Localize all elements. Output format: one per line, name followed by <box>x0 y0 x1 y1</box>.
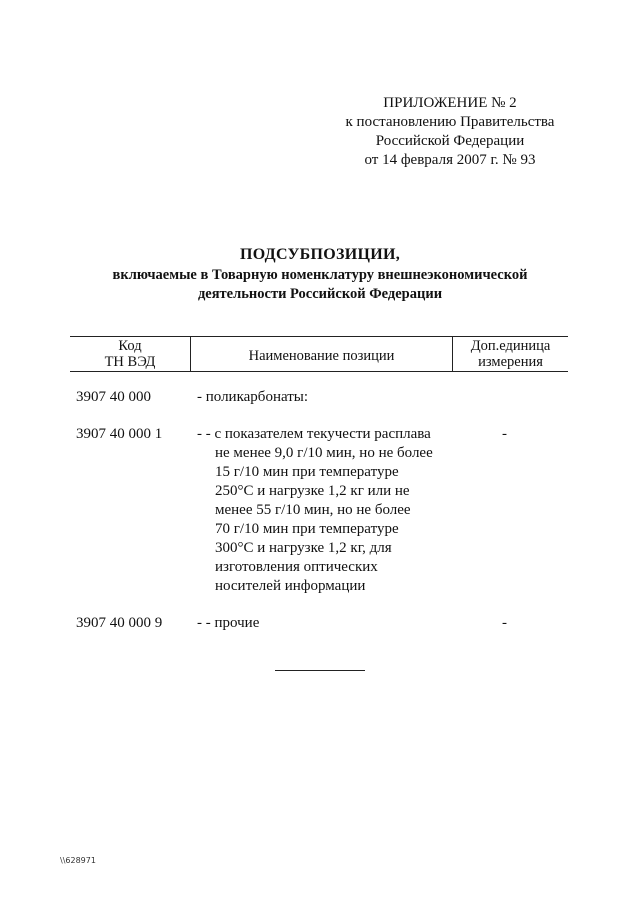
header-unit-label: измерения <box>478 354 543 370</box>
closing-rule-divider <box>275 670 365 671</box>
row-code: 3907 40 000 9 <box>76 615 163 631</box>
header-name-label: Наименование позиции <box>248 348 395 364</box>
row-name <box>197 614 437 633</box>
header-name-column <box>191 337 453 371</box>
header-unit-label: Доп.единица <box>470 338 551 354</box>
table-row <box>76 388 568 407</box>
table-body <box>76 388 568 651</box>
heading-subtitle-line: включаемые в Товарную номенклатуру внешнеэкономической <box>112 267 528 283</box>
row-code: 3907 40 000 1 <box>76 426 163 442</box>
row-unit: - <box>502 615 507 631</box>
heading-title: ПОДСУБПОЗИЦИИ, <box>239 246 401 263</box>
table-row <box>76 425 568 596</box>
table-row <box>76 614 568 633</box>
row-name-first-line: - поликарбонаты: <box>197 389 309 405</box>
document-id: \\628971 <box>60 856 96 865</box>
header-code-label: Код <box>118 338 142 354</box>
appendix-ref-line: к постановлению Правительства <box>345 114 555 130</box>
header-unit-column <box>453 337 568 371</box>
header-code-label: ТН ВЭД <box>104 354 156 370</box>
appendix-date-line: от 14 февраля 2007 г. № 93 <box>364 152 536 168</box>
appendix-block <box>330 94 570 170</box>
row-unit: - <box>502 426 507 442</box>
document-heading <box>60 244 580 304</box>
row-name <box>197 388 437 407</box>
row-name-continuation: не менее 9,0 г/10 мин, но не более 15 г/10 мин при температуре 250°С и нагрузке 1,2 кг или не менее 55 г/10 мин, но не более 70 г/10 мин при температуре 300°С и нагрузке 1,2 кг, для изготовления оптических носителей информации <box>215 445 433 594</box>
row-code: 3907 40 000 <box>76 389 151 405</box>
appendix-title: ПРИЛОЖЕНИЕ № 2 <box>383 95 517 111</box>
appendix-ref-line: Российской Федерации <box>375 133 525 149</box>
row-name <box>197 425 437 596</box>
heading-subtitle-line: деятельности Российской Федерации <box>197 286 443 302</box>
table-header <box>70 336 568 372</box>
header-code-column <box>70 337 191 371</box>
row-name-first-line: - - с показателем текучести расплава <box>197 426 431 442</box>
row-name-first-line: - - прочие <box>197 615 260 631</box>
